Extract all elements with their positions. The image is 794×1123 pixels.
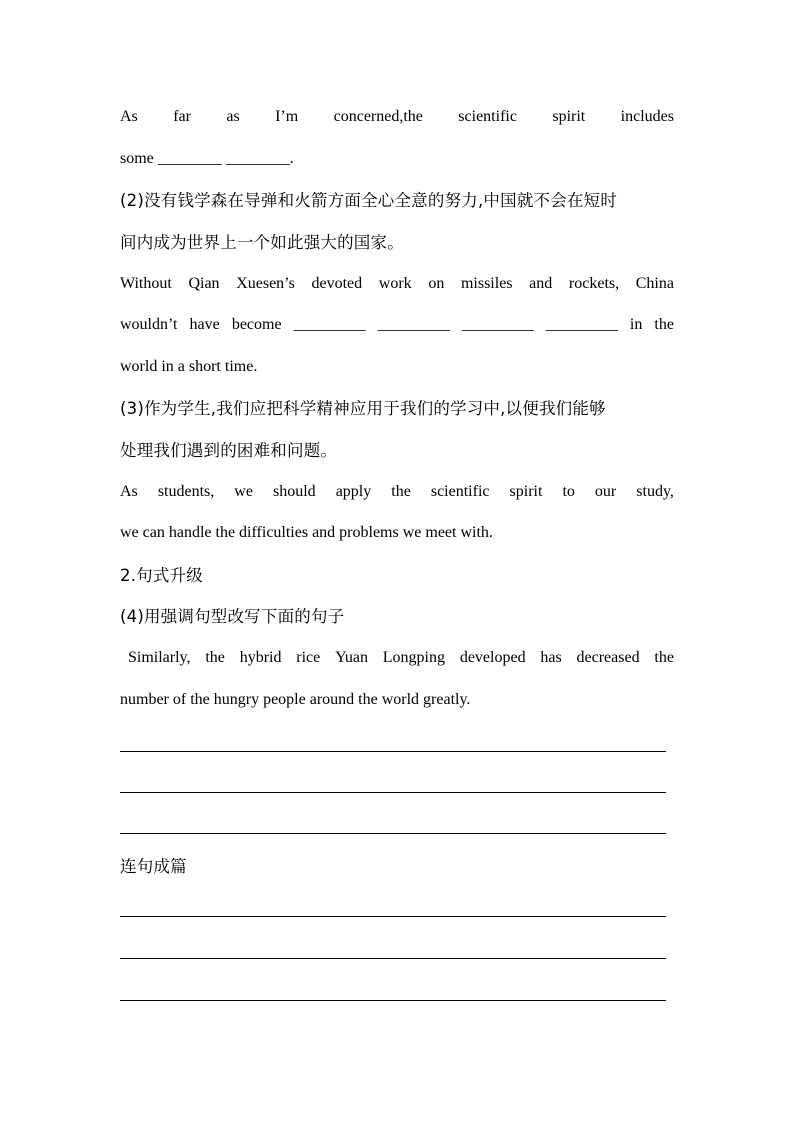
q1-en-line1 [120,107,674,127]
answer-line[interactable] [120,916,666,917]
word: I’m [275,108,299,125]
word: and [529,275,553,292]
word: study, [636,483,674,500]
word: wouldn’t [120,316,178,333]
word: work [378,275,412,292]
word: As [120,483,138,500]
section2-title: 2.句式升级 [120,566,203,585]
answer-blank[interactable]: _________ [545,316,618,333]
word: have [189,316,220,333]
word: our [594,483,617,500]
word: as [226,108,240,125]
word: devoted [311,275,363,292]
word: Similarly, [128,649,191,666]
word: far [173,108,191,125]
section3-title: 连句成篇 [120,857,187,876]
word: should [272,483,316,500]
answer-blank[interactable]: _________ [293,316,366,333]
q3-en-line2: we can handle the difficulties and problems we meet with. [120,524,493,541]
word: concerned,the [333,108,423,125]
word: to [562,483,575,500]
word: decreased [576,649,640,666]
answer-line[interactable] [120,1000,666,1001]
q3-cn-line1: (3)作为学生,我们应把科学精神应用于我们的学习中,以便我们能够 [120,399,606,418]
q4-en-line2: number of the hungry people around the world greatly. [120,691,471,708]
q2-en-line1 [120,274,674,294]
word: the [205,649,225,666]
word: rockets, [568,275,620,292]
q3-cn-line2: 处理我们遇到的困难和问题。 [120,441,338,460]
q2-en-line2 [120,315,674,335]
word: the [391,483,411,500]
word: the [654,649,674,666]
word: As [120,108,138,125]
word: the [654,316,674,333]
answer-line[interactable] [120,958,666,959]
q2-cn-line2: 间内成为世界上一个如此强大的国家。 [120,233,404,252]
answer-line[interactable] [120,751,666,752]
word: developed [459,649,526,666]
word: Yuan [335,649,368,666]
word: in [629,316,643,333]
word: Xuesen’s [236,275,295,292]
word: we [234,483,253,500]
word: Qian [188,275,220,292]
word: missiles [460,275,513,292]
word: Longping [382,649,445,666]
q2-en-line3: world in a short time. [120,358,258,375]
word: on [428,275,445,292]
word: apply [335,483,372,500]
word: become [231,316,282,333]
word: rice [296,649,321,666]
word: scientific [458,108,517,125]
word: spirit [552,108,586,125]
answer-line[interactable] [120,833,666,834]
q2-cn-line1: (2)没有钱学森在导弹和火箭方面全心全意的努力,中国就不会在短时 [120,191,618,210]
word: China [635,275,674,292]
word: scientific [430,483,490,500]
word: Without [120,275,172,292]
word: hybrid [239,649,282,666]
word: has [540,649,562,666]
answer-blank[interactable]: _________ [377,316,450,333]
word: students, [157,483,215,500]
word: spirit [509,483,543,500]
q3-en-line1 [120,482,674,502]
q4-cn: (4)用强调句型改写下面的句子 [120,607,345,626]
answer-line[interactable] [120,792,666,793]
answer-blank[interactable]: _________ [461,316,534,333]
word: includes [620,108,674,125]
q1-en-line2: some ________ ________. [120,150,294,167]
q4-en-line1 [128,648,674,668]
